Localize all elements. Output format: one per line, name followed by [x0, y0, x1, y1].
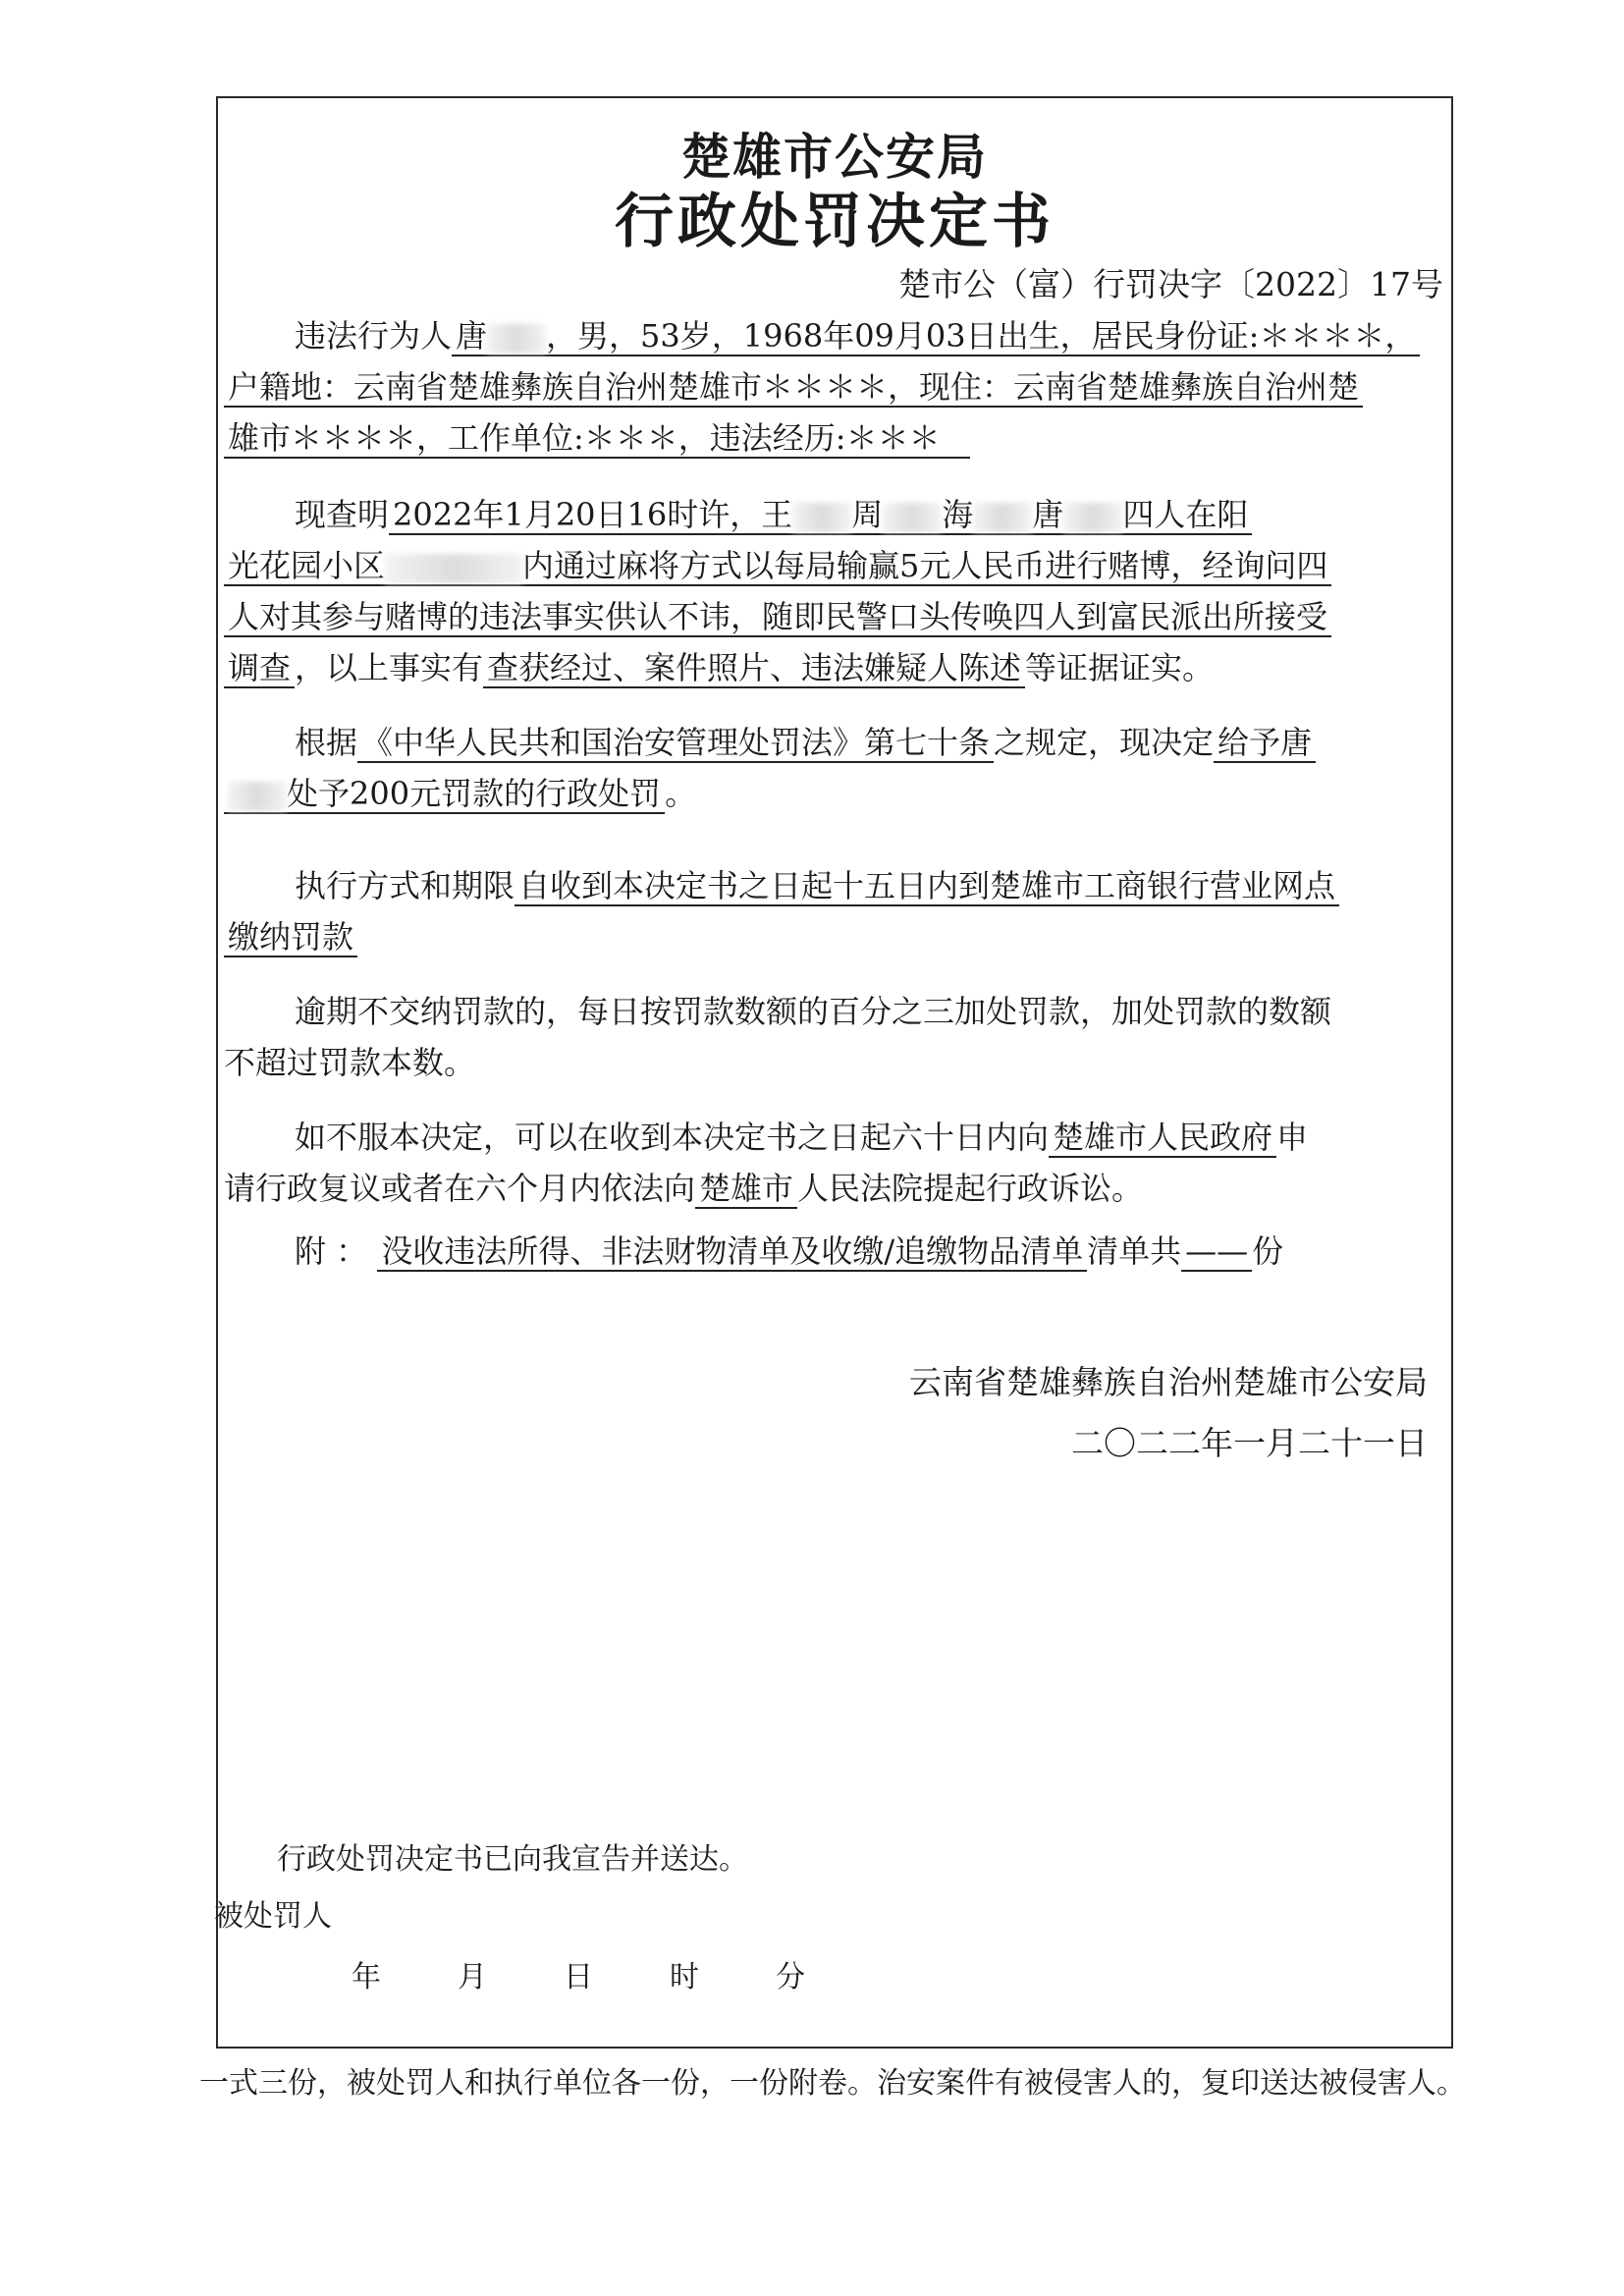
receipt-statement: 行政处罚决定书已向我宣告并送达。 — [277, 1842, 748, 1877]
basis-penalty: 处予200元罚款的行政处罚 — [287, 775, 662, 812]
facts-line-3 — [224, 591, 1445, 642]
attachment-label: 附 ： — [295, 1232, 368, 1270]
facts-evidence-label: ，以上事实有 — [295, 649, 484, 686]
attachment-unit: 份 — [1252, 1232, 1284, 1270]
issuing-organization: 云南省楚雄彝族自治州楚雄市公安局 — [909, 1363, 1428, 1401]
execution-label: 执行方式和期限 — [295, 867, 515, 904]
execution-line-1 — [224, 860, 1445, 911]
facts-activity: 内通过麻将方式以每局输赢5元人民币进行赌博，经询问四 — [522, 547, 1328, 584]
person-work: 雄市＊＊＊＊，工作单位:＊＊＊，违法经历:＊＊＊ — [224, 419, 970, 459]
facts-evidence: 查获经过、案件照片、违法嫌疑人陈述 — [483, 649, 1025, 688]
redaction-mark — [973, 503, 1032, 532]
facts-name-hai: 海 — [942, 496, 974, 533]
document-frame — [216, 96, 1453, 2049]
execution-line-2 — [224, 911, 1445, 962]
facts-location — [224, 547, 1331, 586]
appeal-line-1 — [224, 1112, 1445, 1163]
redaction-mark — [1063, 503, 1122, 532]
facts-count: 四人在阳 — [1122, 496, 1249, 533]
person-line-3 — [224, 412, 1445, 464]
person-line-1 — [224, 310, 1445, 361]
execution-text-1: 自收到本决定书之日起十五日内到楚雄市工商银行营业网点 — [514, 867, 1339, 906]
facts-line-4 — [224, 642, 1445, 693]
redaction-mark — [792, 503, 851, 532]
person-info: ，男，53岁，1968年09月03日出生，居民身份证:＊＊＊＊， — [546, 317, 1417, 355]
facts-proof: 等证据证实。 — [1025, 649, 1215, 686]
appeal-text-2b: 人民法院提起行政诉讼。 — [797, 1170, 1144, 1207]
attachment-count: —— — [1181, 1232, 1252, 1272]
overdue-text-2: 不超过罚款本数。 — [224, 1044, 476, 1081]
basis-label: 根据 — [295, 724, 358, 761]
facts-name-tang: 唐 — [1032, 496, 1064, 533]
document-title: 行政处罚决定书 — [615, 188, 1055, 256]
facts-names — [389, 496, 1252, 535]
basis-end: 。 — [665, 775, 697, 812]
person-name: 唐 — [456, 317, 488, 355]
facts-label: 现查明 — [295, 496, 390, 533]
appeal-government: 楚雄市人民政府 — [1049, 1119, 1276, 1158]
attachment-count-label: 清单共 — [1087, 1232, 1182, 1270]
person-line-2 — [224, 361, 1445, 412]
document-number: 楚市公（富）行罚决字〔2022〕17号 — [898, 265, 1443, 303]
basis-line-2 — [224, 768, 1445, 819]
punished-person-label: 被处罚人 — [214, 1899, 332, 1934]
facts-name-zhou: 周 — [851, 496, 884, 533]
facts-line-2 — [224, 540, 1445, 591]
facts-date: 2022年1月20日16时许，王 — [393, 496, 793, 533]
overdue-line-1 — [224, 986, 1445, 1037]
basis-line-1 — [224, 717, 1445, 768]
basis-decision-1: 给予唐 — [1214, 724, 1316, 763]
appeal-text-1: 如不服本决定，可以在收到本决定书之日起六十日内向 — [295, 1119, 1050, 1156]
basis-law: 《中华人民共和国治安管理处罚法》第七十条 — [357, 724, 994, 763]
attachment-line — [224, 1226, 1445, 1277]
redaction-mark — [487, 324, 546, 354]
execution-text-2: 缴纳罚款 — [224, 918, 357, 957]
facts-place: 光花园小区 — [228, 547, 386, 584]
facts-confession: 人对其参与赌博的违法事实供认不讳，随即民警口头传唤四人到富民派出所接受 — [224, 598, 1331, 637]
appeal-text-2: 请行政复议或者在六个月内依法向 — [224, 1170, 696, 1207]
appeal-court: 楚雄市 — [695, 1170, 797, 1209]
appeal-text-1b: 申 — [1276, 1119, 1309, 1156]
footnote: 一式三份，被处罚人和执行单位各一份，一份附卷。治安案件有被侵害人的，复印送达被侵害人。 — [199, 2066, 1466, 2101]
agency-title: 楚雄市公安局 — [681, 129, 988, 186]
facts-line-1 — [224, 489, 1445, 540]
person-details — [452, 317, 1420, 356]
redaction-mark — [228, 782, 287, 811]
person-label: 违法行为人 — [295, 317, 453, 355]
issue-date: 二〇二二年一月二十一日 — [1071, 1424, 1428, 1462]
person-address: 户籍地：云南省楚雄彝族自治州楚雄市＊＊＊＊，现住：云南省楚雄彝族自治州楚 — [224, 368, 1363, 408]
facts-investigation: 调查 — [224, 649, 295, 688]
basis-decision-2 — [224, 775, 665, 814]
receipt-time: 年 月 日 时 分 — [352, 1960, 811, 1995]
overdue-text-1: 逾期不交纳罚款的，每日按罚款数额的百分之三加处罚款，加处罚款的数额 — [295, 993, 1332, 1030]
basis-mid: 之规定，现决定 — [994, 724, 1215, 761]
appeal-line-2 — [224, 1163, 1445, 1214]
attachment-item: 没收违法所得、非法财物清单及收缴/追缴物品清单 — [377, 1232, 1087, 1272]
redaction-mark — [385, 554, 522, 583]
redaction-mark — [883, 503, 942, 532]
overdue-line-2 — [224, 1037, 1445, 1088]
